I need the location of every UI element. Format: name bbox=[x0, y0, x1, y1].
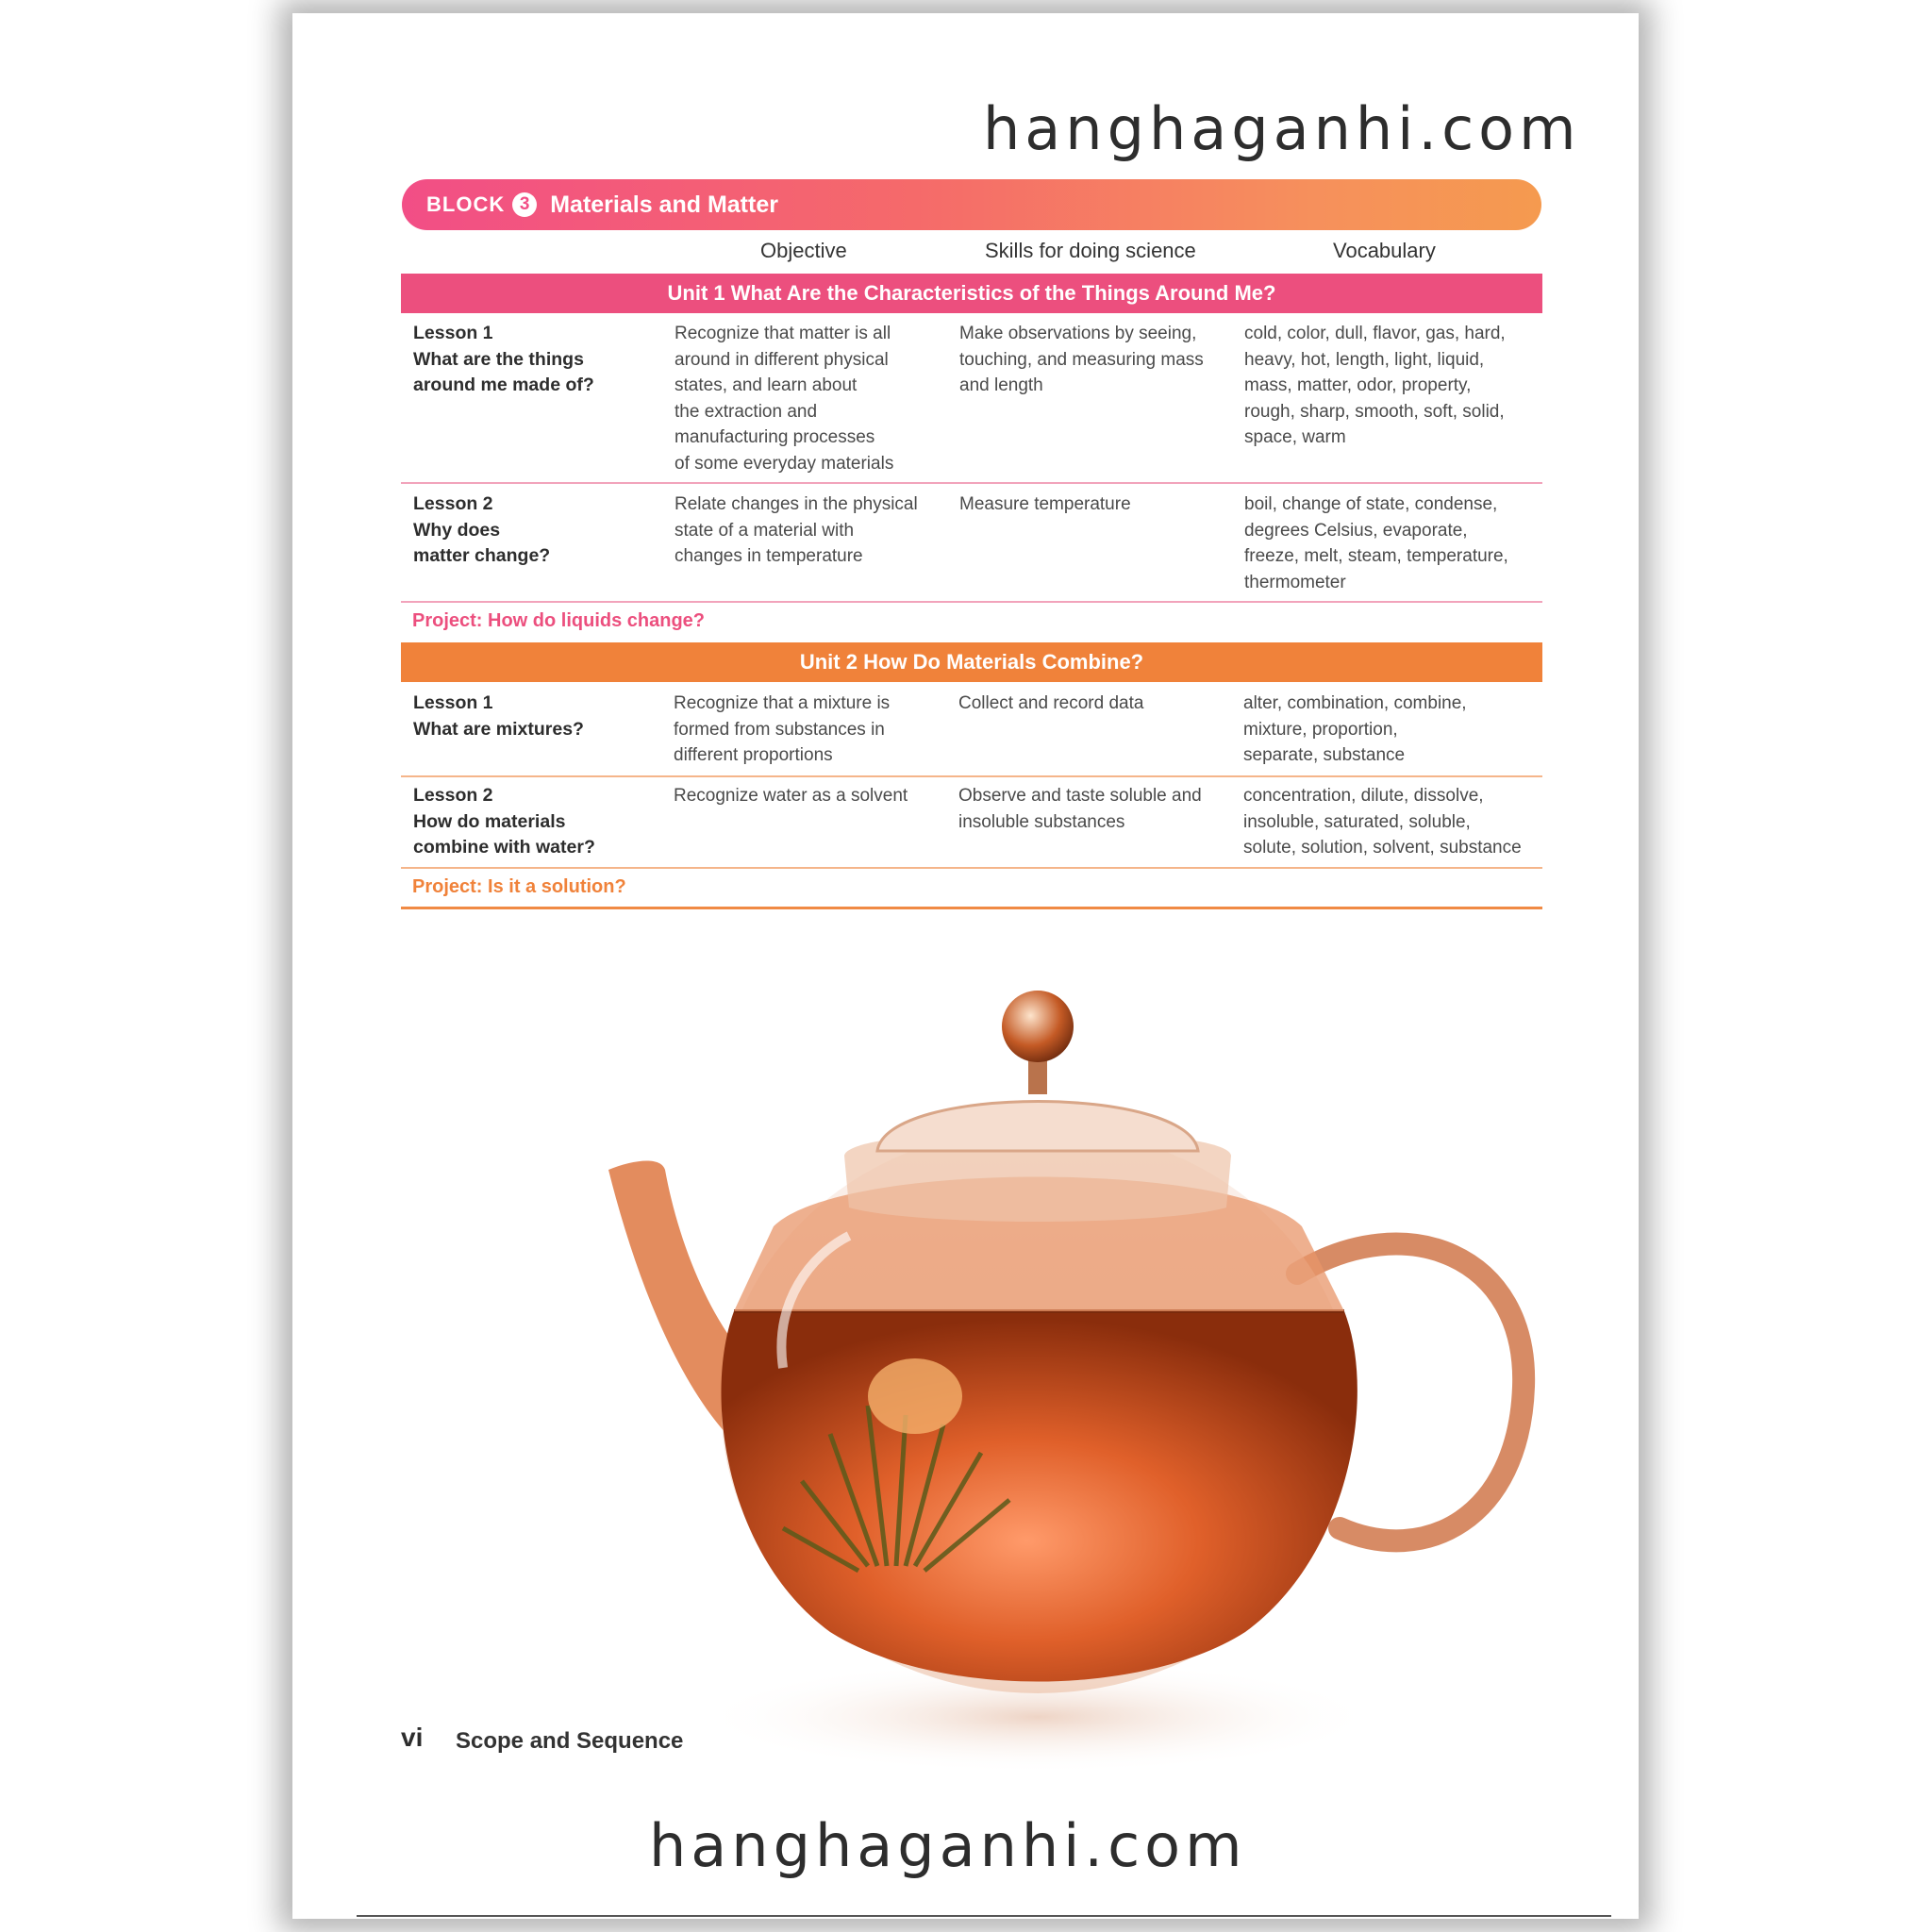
block-number: 3 bbox=[512, 192, 537, 217]
tea-flower-bloom bbox=[868, 1358, 962, 1434]
unit2-lesson1-title: Lesson 1 What are mixtures? bbox=[413, 692, 584, 740]
unit1-lesson2-objective: Relate changes in the physical state of a material with changes in temperature bbox=[675, 494, 918, 567]
unit2-lesson2-objective: Recognize water as a solvent bbox=[674, 786, 908, 806]
unit1-lesson2-skills: Measure temperature bbox=[959, 494, 1131, 514]
unit1-lesson1-title: Lesson 1 What are the things around me made of? bbox=[413, 323, 594, 396]
page-number: vi bbox=[401, 1723, 424, 1752]
row-divider bbox=[401, 775, 1542, 777]
column-header-objective: Objective bbox=[760, 239, 847, 262]
unit2-lesson2-skills: Observe and taste soluble and insoluble substances bbox=[958, 786, 1202, 832]
footer-section-title: Scope and Sequence bbox=[456, 1728, 684, 1754]
unit-2-header: Unit 2 How Do Materials Combine? bbox=[401, 642, 1542, 682]
column-header-skills: Skills for doing science bbox=[985, 239, 1196, 262]
unit2-lesson1-skills: Collect and record data bbox=[958, 693, 1144, 713]
block-title: Materials and Matter bbox=[550, 191, 778, 218]
unit2-project: Project: Is it a solution? bbox=[412, 876, 626, 897]
table-bottom-rule bbox=[401, 907, 1542, 909]
unit1-lesson2-vocabulary: boil, change of state, condense, degrees Celsius, evaporate, freeze, melt, steam, temperature, thermometer bbox=[1244, 494, 1508, 592]
unit-1-header: Unit 1 What Are the Characteristics of the Things Around Me? bbox=[401, 274, 1542, 313]
unit2-lesson2-vocabulary: concentration, dilute, dissolve, insoluble, saturated, soluble, solute, solution, solvent, substance bbox=[1243, 786, 1522, 858]
unit1-lesson1-objective: Recognize that matter is all around in different physical states, and learn about the extraction and manufacturing processes of some everyday materials bbox=[675, 324, 894, 474]
unit2-lesson2-title: Lesson 2 How do materials combine with water? bbox=[413, 785, 595, 858]
block-header bbox=[402, 179, 1541, 230]
unit2-lesson1-objective: Recognize that a mixture is formed from substances in different proportions bbox=[674, 693, 891, 766]
column-header-vocabulary: Vocabulary bbox=[1333, 239, 1436, 262]
bottom-edge-line bbox=[357, 1915, 1611, 1917]
unit1-lesson2-title: Lesson 2 Why does matter change? bbox=[413, 493, 551, 567]
glass-teapot-illustration bbox=[594, 991, 1557, 1783]
watermark-bottom: hanghaganhi.com bbox=[649, 1811, 1247, 1880]
teapot-knob bbox=[1002, 991, 1074, 1062]
unit1-lesson1-vocabulary: cold, color, dull, flavor, gas, hard, heavy, hot, length, light, liquid, mass, matter, odor, property, rough, sharp, smooth, soft, solid, space, warm bbox=[1244, 324, 1506, 448]
row-divider bbox=[401, 867, 1542, 869]
watermark-top: hanghaganhi.com bbox=[983, 94, 1581, 163]
teapot-lid bbox=[877, 1102, 1198, 1152]
unit1-project: Project: How do liquids change? bbox=[412, 610, 706, 631]
block-label: BLOCK bbox=[426, 192, 506, 216]
row-divider bbox=[401, 601, 1542, 603]
unit2-lesson1-vocabulary: alter, combination, combine, mixture, proportion, separate, substance bbox=[1243, 693, 1467, 766]
row-divider bbox=[401, 482, 1542, 484]
unit1-lesson1-skills: Make observations by seeing, touching, and measuring mass and length bbox=[959, 324, 1204, 396]
